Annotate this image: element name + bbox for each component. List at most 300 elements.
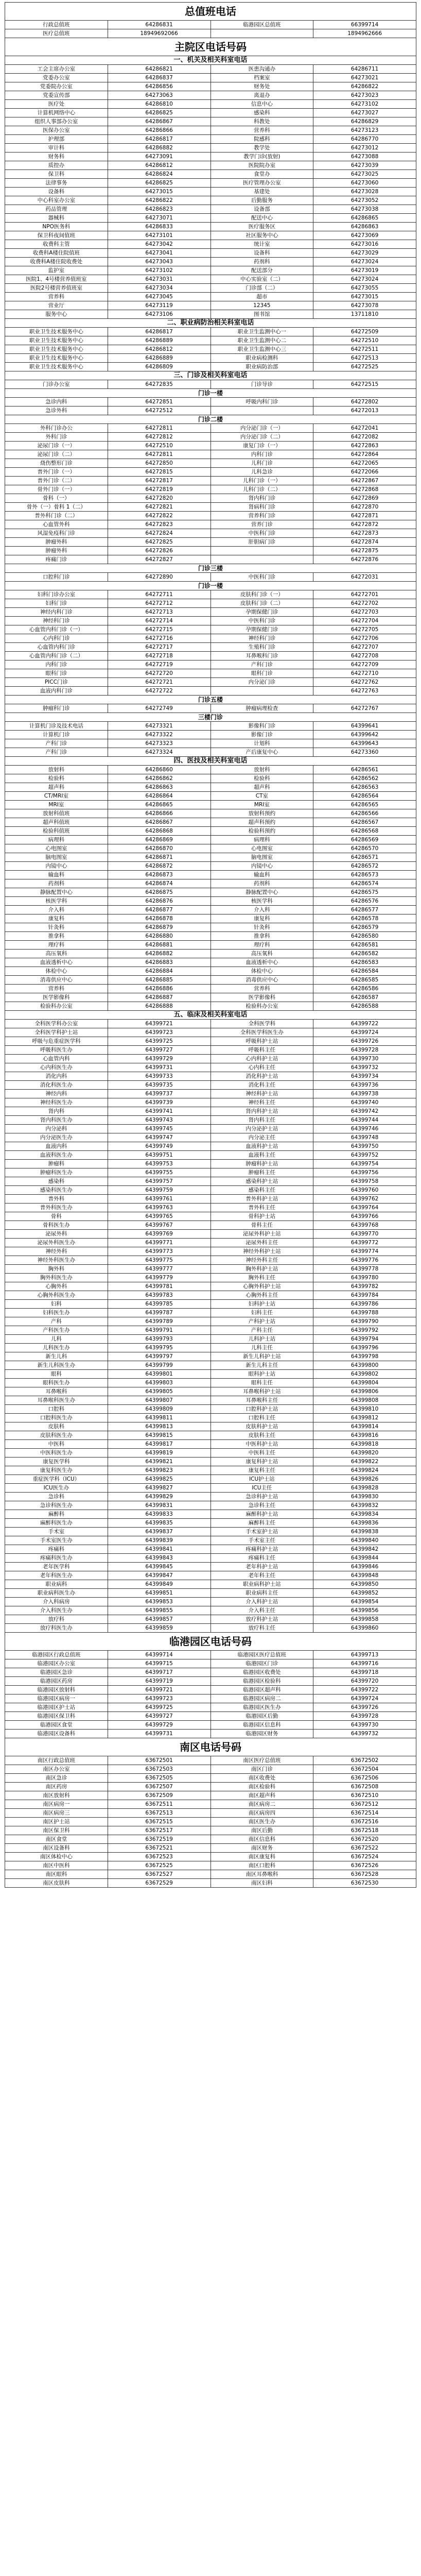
department-name: 康复科医生办: [5, 1466, 108, 1475]
department-name: 心血管外科: [5, 520, 108, 529]
department-name: 12345: [210, 301, 313, 310]
phone-number: 64286583: [313, 958, 416, 967]
table-row: [5, 310, 416, 319]
phone-number: 64399814: [313, 1422, 416, 1431]
phone-number: 64399824: [313, 1466, 416, 1475]
table-row: [5, 1694, 416, 1703]
table-row: [5, 161, 416, 170]
department-name: 教学门诊(放射): [210, 152, 313, 161]
department-name: PICC门诊: [5, 678, 108, 687]
phone-number: 64399799: [108, 1361, 210, 1370]
department-name: 疼痛门诊: [5, 555, 108, 564]
department-name: 营养科门诊: [210, 512, 313, 520]
department-name: 儿科门诊: [210, 459, 313, 468]
department-name: 南区药房: [5, 1783, 108, 1791]
department-name: 新生儿科: [5, 1352, 108, 1361]
phone-number: 64399758: [313, 1177, 416, 1186]
table-row: [5, 1554, 416, 1563]
phone-number: 64399723: [108, 1694, 210, 1703]
department-name: 门诊办公室: [5, 380, 108, 389]
department-name: 财务科: [5, 152, 108, 161]
phone-number: 64286873: [108, 871, 210, 879]
department-name: 皮肤科门诊（二）: [210, 599, 313, 608]
table-row: [5, 853, 416, 862]
department-name: 介入科医生办: [5, 1606, 108, 1615]
table-row: [5, 1239, 416, 1247]
phone-number: 64399733: [108, 1072, 210, 1081]
phone-number: 64286837: [108, 74, 210, 82]
department-name: 神经科医生办: [5, 1098, 108, 1107]
table-row: [5, 1370, 416, 1379]
phone-number: 64399759: [108, 1186, 210, 1195]
table-row: [5, 205, 416, 214]
directory-table: [5, 2, 416, 1888]
phone-number: 63672519: [108, 1835, 210, 1844]
table-row: [5, 240, 416, 249]
department-name: 神经外科护士站: [210, 1247, 313, 1256]
department-name: 信息中心: [210, 100, 313, 109]
department-name: 眼科医生办: [5, 1379, 108, 1387]
phone-number: 64272827: [108, 555, 210, 564]
department-name: 皮肤科: [5, 1422, 108, 1431]
table-row: [5, 1090, 416, 1098]
table-row: [5, 1774, 416, 1783]
section-heading: 二、职业病防治相关科室电话: [5, 319, 416, 328]
phone-number: 64399807: [108, 1396, 210, 1405]
department-name: 心内科主任: [210, 1063, 313, 1072]
table-row: [5, 722, 416, 731]
table-row: [5, 871, 416, 879]
department-name: 泌尿外科: [5, 1230, 108, 1239]
phone-number: 64272874: [313, 538, 416, 547]
phone-number: 64399767: [108, 1221, 210, 1230]
department-name: 产科: [5, 1317, 108, 1326]
department-name: 南区中医科: [5, 1861, 108, 1870]
phone-number: 64273069: [313, 231, 416, 240]
table-row: [5, 1809, 416, 1818]
department-name: 手术室主任: [210, 1536, 313, 1545]
department-name: 儿科门诊（一）: [210, 477, 313, 485]
table-row: [5, 1160, 416, 1168]
phone-number: 64286575: [313, 888, 416, 897]
department-name: 内科门诊: [5, 660, 108, 669]
table-row: [5, 152, 416, 161]
phone-number: 64399731: [108, 1730, 210, 1738]
table-row: [5, 1818, 416, 1826]
phone-number: 64399780: [313, 1274, 416, 1282]
phone-number: 64286587: [313, 993, 416, 1002]
department-name: 肾内科门诊: [210, 494, 313, 503]
department-name: 临港园区设备科: [5, 1730, 108, 1738]
department-name: 神经科门诊: [5, 617, 108, 625]
department-name: 全科医学科办公室: [5, 1020, 108, 1028]
phone-number: 64399741: [108, 1107, 210, 1116]
department-name: 南区超声科: [210, 1791, 313, 1800]
phone-number: 64272707: [313, 643, 416, 652]
phone-number: 64272825: [108, 538, 210, 547]
department-name: 医院1、4号楼营养值班室: [5, 275, 108, 284]
table-row: [5, 1274, 416, 1282]
phone-number: 64399643: [313, 739, 416, 748]
phone-number: 64399721: [108, 1020, 210, 1028]
phone-number: 64272811: [108, 424, 210, 433]
department-name: 针灸科: [5, 923, 108, 932]
department-name: 院感科: [210, 135, 313, 144]
table-row: [5, 354, 416, 363]
department-name: 消化科医生办: [5, 1081, 108, 1090]
department-name: 口腔科主任: [210, 1414, 313, 1422]
phone-number: 64273025: [313, 170, 416, 179]
department-name: 医学影像科: [5, 993, 108, 1002]
phone-number: 64399744: [313, 1116, 416, 1125]
department-name: 职业病科主任: [210, 1589, 313, 1598]
table-row: [5, 1501, 416, 1510]
department-name: 耳鼻喉科护士站: [210, 1387, 313, 1396]
department-name: 药剂科: [5, 879, 108, 888]
phone-number: 64286582: [313, 950, 416, 958]
phone-number: 64399765: [108, 1212, 210, 1221]
phone-number: 64399847: [108, 1571, 210, 1580]
department-name: 眼科护士站: [210, 1370, 313, 1379]
table-row: [5, 1265, 416, 1274]
phone-number: 64286887: [108, 993, 210, 1002]
department-name: 检验科预约: [210, 827, 313, 836]
phone-number: 64273322: [108, 731, 210, 739]
table-row: [5, 1563, 416, 1571]
department-name: 南区体检中心: [5, 1853, 108, 1861]
phone-number: 64272870: [313, 503, 416, 512]
phone-number: 64272851: [108, 398, 210, 406]
department-name: 肿瘤科: [5, 1160, 108, 1168]
department-name: 超声科预约: [210, 818, 313, 827]
table-row: [5, 398, 416, 406]
department-name: 内镜中心: [5, 862, 108, 871]
phone-number: 64272013: [313, 406, 416, 415]
phone-number: 64399756: [313, 1168, 416, 1177]
department-name: 新生儿科医生办: [5, 1361, 108, 1370]
table-row: [5, 258, 416, 266]
phone-number: 64399727: [108, 1046, 210, 1055]
phone-number: 64273034: [108, 284, 210, 293]
department-name: 临港园区收费处: [210, 1668, 313, 1677]
department-name: 心胸外科医生办: [5, 1291, 108, 1300]
department-name: 眼科: [5, 1370, 108, 1379]
table-row: [5, 1686, 416, 1694]
phone-number: 64273102: [313, 100, 416, 109]
department-name: 肝胆病门诊: [210, 538, 313, 547]
phone-number: 64399641: [313, 722, 416, 731]
phone-number: 63672524: [313, 1853, 416, 1861]
table-row: [5, 993, 416, 1002]
table-row: [5, 1125, 416, 1133]
table-row: [5, 1598, 416, 1606]
department-name: 南区医疗总值班: [210, 1756, 313, 1765]
department-name: 临港园区护士站: [5, 1703, 108, 1712]
phone-number: 64399727: [108, 1712, 210, 1721]
phone-number: 64399808: [313, 1396, 416, 1405]
phone-number: 64399783: [108, 1291, 210, 1300]
phone-number: 63672529: [108, 1879, 210, 1888]
table-row: [5, 1835, 416, 1844]
phone-number: 64286886: [108, 985, 210, 993]
table-row: [5, 1212, 416, 1221]
department-name: 职业病科护士站: [210, 1580, 313, 1589]
table-row: [5, 1879, 416, 1888]
phone-number: 64399719: [108, 1677, 210, 1686]
department-name: 神经科门诊: [210, 634, 313, 643]
table-row: [5, 1387, 416, 1396]
phone-number: 64286572: [313, 862, 416, 871]
table-row: [5, 1853, 416, 1861]
department-name: 生殖科门诊: [210, 643, 313, 652]
table-row: [5, 783, 416, 792]
department-name: 离退办: [210, 91, 313, 100]
table-row: [5, 1615, 416, 1624]
phone-number: 64273091: [108, 152, 210, 161]
department-name: 南区眼科: [5, 1870, 108, 1879]
table-row: [5, 293, 416, 301]
phone-number: 64272721: [108, 678, 210, 687]
phone-number: 63672523: [108, 1853, 210, 1861]
department-name: 后勤服务: [210, 196, 313, 205]
phone-number: 63672518: [313, 1826, 416, 1835]
department-name: 设备科: [5, 188, 108, 196]
table-row: [5, 1589, 416, 1598]
phone-number: 18949692066: [108, 29, 210, 38]
table-row: [5, 1765, 416, 1774]
table-row: [5, 74, 416, 82]
table-row: [5, 1580, 416, 1589]
department-name: 病理科: [5, 836, 108, 844]
department-name: 呼吸科护士站: [210, 1037, 313, 1046]
phone-number: 64286872: [108, 862, 210, 871]
table-row: [5, 1326, 416, 1335]
table-row: [5, 932, 416, 941]
phone-number: 64399740: [313, 1098, 416, 1107]
department-name: 职业病防治部: [210, 363, 313, 371]
table-row: [5, 836, 416, 844]
department-name: 计划科: [210, 739, 313, 748]
department-name: 中医科: [5, 1440, 108, 1449]
department-name: 医疗总值班: [5, 29, 108, 38]
department-name: 职业卫生技术服务中心: [5, 345, 108, 354]
phone-number: 64399795: [108, 1344, 210, 1352]
department-name: 心血管内科门诊: [5, 643, 108, 652]
table-row: [5, 1800, 416, 1809]
phone-number: 64399834: [313, 1510, 416, 1519]
phone-number: 64273063: [108, 91, 210, 100]
department-name: 静脉配置中心: [210, 888, 313, 897]
phone-number: 64272705: [313, 625, 416, 634]
department-name: 南区康复科: [210, 1853, 313, 1861]
department-name: 儿科护士站: [210, 1335, 313, 1344]
department-name: 内分泌门诊（二）: [210, 433, 313, 442]
department-name: 耳鼻喉科主任: [210, 1396, 313, 1405]
department-name: 急诊科主任: [210, 1501, 313, 1510]
department-name: 档案室: [210, 74, 313, 82]
phone-number: 64272041: [313, 424, 416, 433]
table-row: [5, 643, 416, 652]
department-name: MRI室: [210, 801, 313, 809]
table-row: [5, 135, 416, 144]
department-name: 骨科护士站: [210, 1212, 313, 1221]
department-name: 保卫科: [5, 170, 108, 179]
table-row: [5, 1484, 416, 1493]
table-row: [5, 1571, 416, 1580]
department-name: 呼吸科主任: [210, 1046, 313, 1055]
department-name: ICU医生办: [5, 1484, 108, 1493]
phone-number: 64272710: [313, 669, 416, 678]
phone-number: 64272715: [108, 625, 210, 634]
phone-number: 64286824: [108, 170, 210, 179]
phone-number: 64399819: [108, 1449, 210, 1458]
phone-number: 64273106: [108, 310, 210, 319]
table-row: [5, 879, 416, 888]
department-name: 医院2号楼营养值班室: [5, 284, 108, 293]
department-name: 职业病检测科: [210, 354, 313, 363]
department-name: ICU主任: [210, 1484, 313, 1493]
table-row: [5, 1168, 416, 1177]
department-name: 职业卫生监测中心一: [210, 328, 313, 336]
department-name: 南区收费处: [210, 1774, 313, 1783]
department-name: [210, 555, 313, 564]
department-name: 肿瘤科主任: [210, 1168, 313, 1177]
department-name: 医院院办室: [210, 161, 313, 170]
table-row: [5, 1221, 416, 1230]
department-name: 麻醉科: [5, 1510, 108, 1519]
department-name: 心电图室: [210, 844, 313, 853]
department-name: 超声科: [5, 783, 108, 792]
phone-number: 64399731: [108, 1063, 210, 1072]
phone-number: 64273101: [108, 231, 210, 240]
department-name: 脑电图室: [5, 853, 108, 862]
department-name: 统计室: [210, 240, 313, 249]
phone-number: 64273360: [313, 748, 416, 757]
phone-number: 64273324: [108, 748, 210, 757]
department-name: 内分泌护士站: [210, 1125, 313, 1133]
phone-number: 64399723: [108, 1028, 210, 1037]
table-row: [5, 739, 416, 748]
phone-number: 64399770: [313, 1230, 416, 1239]
phone-number: 66399714: [313, 21, 416, 29]
phone-number: 64399821: [108, 1458, 210, 1466]
department-name: 服务中心: [5, 310, 108, 319]
department-name: 肿瘤外科: [5, 547, 108, 555]
table-row: [5, 862, 416, 871]
department-name: 肾内科: [5, 1107, 108, 1116]
department-name: 儿科主任: [210, 1344, 313, 1352]
department-name: 高压氧科: [210, 950, 313, 958]
department-name: 胸外科主任: [210, 1274, 313, 1282]
phone-number: 64286889: [108, 336, 210, 345]
table-row: [5, 1861, 416, 1870]
phone-number: 63672516: [313, 1818, 416, 1826]
department-name: 中医科医生办: [5, 1449, 108, 1458]
phone-number: 63672521: [108, 1844, 210, 1853]
department-name: 胸外科: [5, 1265, 108, 1274]
phone-number: 64399806: [313, 1387, 416, 1396]
phone-number: 64399778: [313, 1265, 416, 1274]
table-row: [5, 275, 416, 284]
department-name: 中医科门诊: [210, 573, 313, 582]
department-name: 针灸科: [210, 923, 313, 932]
section-heading: 三、门诊及相关科室电话: [5, 371, 416, 380]
table-row: [5, 450, 416, 459]
department-name: 内分泌门诊: [210, 678, 313, 687]
table-row: [5, 144, 416, 152]
phone-number: 64399801: [108, 1370, 210, 1379]
phone-number: 64272512: [108, 406, 210, 415]
table-row: [5, 1624, 416, 1633]
phone-number: 64399850: [313, 1580, 416, 1589]
phone-number: 64399720: [313, 1677, 416, 1686]
table-row: [5, 1528, 416, 1536]
department-name: 职业病科: [5, 1580, 108, 1589]
phone-number: 63672506: [313, 1774, 416, 1783]
phone-number: 63672509: [108, 1791, 210, 1800]
phone-number: 64399794: [313, 1335, 416, 1344]
department-name: 临港园区医生办: [210, 1703, 313, 1712]
department-name: 内分泌门诊（一）: [210, 424, 313, 433]
phone-number: 64399828: [313, 1484, 416, 1493]
department-name: 中医科门诊: [210, 617, 313, 625]
department-name: 临港园区财务: [210, 1730, 313, 1738]
phone-number: 64286870: [108, 844, 210, 853]
department-name: 普外科: [5, 1195, 108, 1204]
department-name: 器械科: [5, 214, 108, 223]
phone-number: 64286829: [313, 117, 416, 126]
department-name: 全科医学科: [210, 1020, 313, 1028]
department-name: 胸外科护士站: [210, 1265, 313, 1274]
phone-number: 64272031: [313, 573, 416, 582]
table-row: [5, 1151, 416, 1160]
phone-number: 64399797: [108, 1352, 210, 1361]
department-name: 麻醉科医生办: [5, 1519, 108, 1528]
table-row: [5, 1046, 416, 1055]
phone-number: 64399746: [313, 1125, 416, 1133]
department-name: 肿瘤科护士站: [210, 1160, 313, 1168]
phone-number: 64272701: [313, 590, 416, 599]
department-name: 医患沟通办: [210, 65, 313, 74]
phone-number: 64399843: [108, 1554, 210, 1563]
department-name: 感染科: [210, 109, 313, 117]
phone-number: 63672525: [108, 1861, 210, 1870]
department-name: 老年科医生办: [5, 1571, 108, 1580]
phone-number: 64399793: [108, 1335, 210, 1344]
section-heading: 四、医技及相关科室电话: [5, 757, 416, 766]
table-row: [5, 328, 416, 336]
phone-number: 64399718: [313, 1668, 416, 1677]
phone-number: 64272719: [108, 660, 210, 669]
phone-number: 64272720: [108, 669, 210, 678]
department-name: 监护室: [5, 266, 108, 275]
phone-number: 64399853: [108, 1598, 210, 1606]
phone-number: 64399815: [108, 1431, 210, 1440]
department-name: 胸外科医生办: [5, 1274, 108, 1282]
department-name: 急诊外科: [5, 406, 108, 415]
phone-number: 13711810: [313, 310, 416, 319]
phone-number: 64272716: [108, 634, 210, 643]
table-row: [5, 494, 416, 503]
phone-number: 64286817: [108, 328, 210, 336]
phone-number: 64286863: [108, 783, 210, 792]
department-name: 临港园区食堂: [5, 1721, 108, 1730]
department-name: 体检中心: [5, 967, 108, 976]
table-row: [5, 1712, 416, 1721]
phone-number: 64399714: [108, 1651, 210, 1659]
phone-number: 64399743: [108, 1116, 210, 1125]
table-row: [5, 914, 416, 923]
